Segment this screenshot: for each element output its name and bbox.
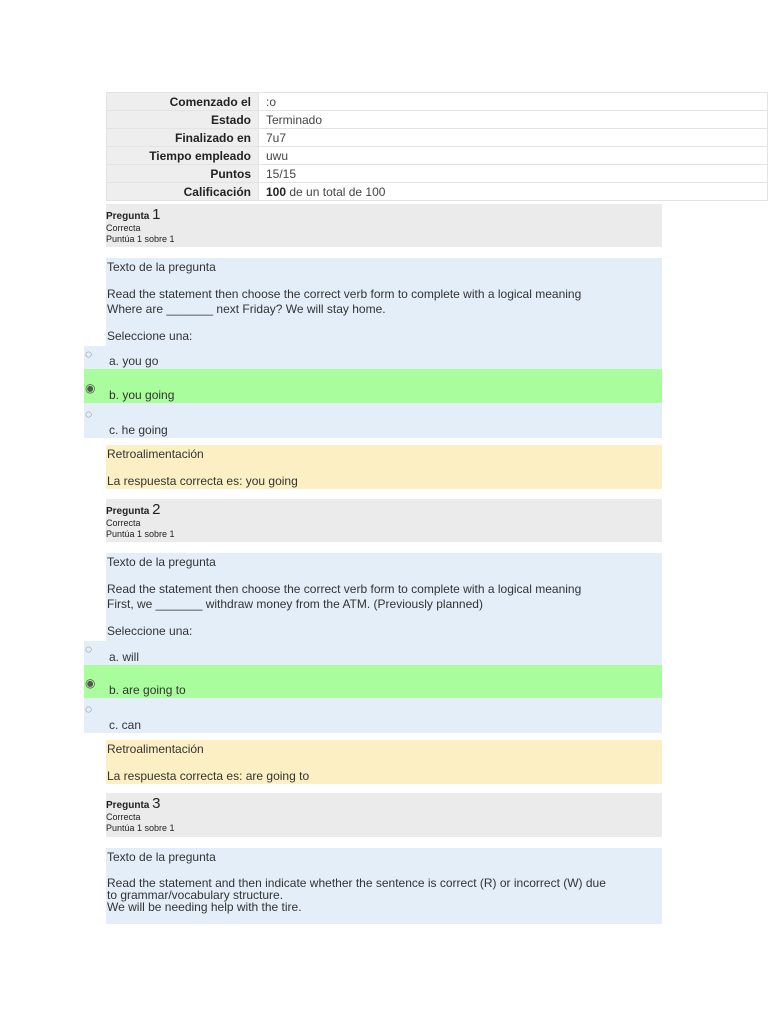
question-title: Pregunta 3 xyxy=(106,795,161,812)
question-status: Correcta xyxy=(106,518,141,528)
answer-option-label: b. you going xyxy=(109,388,175,402)
summary-label: Tiempo empleado xyxy=(107,147,259,165)
summary-row-points xyxy=(107,165,768,183)
summary-label: Estado xyxy=(107,111,259,129)
feedback-box-2 xyxy=(106,740,662,784)
question-instruction: Read the statement and then indicate whether the sentence is correct (R) or incorrect (W) due xyxy=(107,876,606,890)
question-prompt: Seleccione una: xyxy=(107,624,193,638)
summary-value: 7u7 xyxy=(259,129,768,147)
answer-option[interactable] xyxy=(84,403,662,438)
question-sentence: We will be needing help with the tire. xyxy=(107,900,302,914)
summary-value: uwu xyxy=(259,147,768,165)
answer-option-label: b. are going to xyxy=(109,683,186,697)
question-number: 3 xyxy=(152,795,161,812)
grade-total: de un total de 100 xyxy=(286,184,386,199)
summary-value: Terminado xyxy=(259,111,768,129)
question-text-heading: Texto de la pregunta xyxy=(107,850,216,864)
summary-row-state xyxy=(107,111,768,129)
question-status: Correcta xyxy=(106,223,141,233)
attempt-summary-table xyxy=(106,92,768,201)
radio-unchecked-icon[interactable]: ◌ xyxy=(85,702,93,716)
question-instruction: Read the statement then choose the correct verb form to complete with a logical meaning xyxy=(107,582,582,596)
question-info-1 xyxy=(106,204,662,247)
question-title: Pregunta 2 xyxy=(106,501,161,518)
summary-value: 15/15 xyxy=(259,165,768,183)
summary-value xyxy=(259,183,768,201)
radio-unchecked-icon[interactable]: ◌ xyxy=(85,407,93,421)
feedback-text: La respuesta correcta es: you going xyxy=(107,474,298,488)
feedback-heading: Retroalimentación xyxy=(107,447,204,461)
question-text-heading: Texto de la pregunta xyxy=(107,555,216,569)
summary-row-finished xyxy=(107,129,768,147)
question-info-2 xyxy=(106,499,662,542)
question-prompt: Seleccione una: xyxy=(107,329,193,343)
question-info-3 xyxy=(106,793,662,837)
answer-option-label: c. he going xyxy=(109,423,168,437)
question-instruction-continued: to grammar/vocabulary structure. xyxy=(107,888,284,902)
answer-option[interactable] xyxy=(84,346,662,369)
answer-option-label: a. you go xyxy=(109,354,159,368)
grade-value: 100 xyxy=(266,184,287,199)
summary-row-grade xyxy=(107,183,768,201)
question-title: Pregunta 1 xyxy=(106,206,161,223)
radio-unchecked-icon[interactable]: ◌ xyxy=(85,347,93,361)
summary-label: Calificación xyxy=(107,183,259,201)
question-text-heading: Texto de la pregunta xyxy=(107,260,216,274)
question-number: 2 xyxy=(152,501,161,518)
question-instruction: Read the statement then choose the correct verb form to complete with a logical meaning xyxy=(107,287,582,301)
question-score: Puntúa 1 sobre 1 xyxy=(106,529,175,539)
feedback-box-1 xyxy=(106,445,662,489)
summary-label: Comenzado el xyxy=(107,93,259,111)
summary-label: Finalizado en xyxy=(107,129,259,147)
answer-option-label: a. will xyxy=(109,650,140,664)
question-sentence: Where are _______ next Friday? We will stay home. xyxy=(107,302,386,316)
question-score: Puntúa 1 sobre 1 xyxy=(106,234,175,244)
summary-label: Puntos xyxy=(107,165,259,183)
feedback-text: La respuesta correcta es: are going to xyxy=(107,769,310,783)
radio-checked-icon[interactable]: ◉ xyxy=(85,676,96,690)
question-status: Correcta xyxy=(106,812,141,822)
answer-option-label: c. can xyxy=(109,718,142,732)
answer-option[interactable] xyxy=(84,698,662,733)
question-number: 1 xyxy=(152,206,161,223)
radio-checked-icon[interactable]: ◉ xyxy=(85,381,96,395)
summary-row-started xyxy=(107,93,768,111)
answer-option-selected[interactable] xyxy=(84,369,662,403)
feedback-heading: Retroalimentación xyxy=(107,742,204,756)
question-text-3 xyxy=(106,848,662,924)
summary-value: :o xyxy=(259,93,768,111)
answer-option-selected[interactable] xyxy=(84,665,662,698)
radio-unchecked-icon[interactable]: ◌ xyxy=(85,642,93,656)
answer-option[interactable] xyxy=(84,641,662,665)
summary-row-time-taken xyxy=(107,147,768,165)
question-score: Puntúa 1 sobre 1 xyxy=(106,823,175,833)
question-sentence: First, we _______ withdraw money from the ATM. (Previously planned) xyxy=(107,597,483,611)
